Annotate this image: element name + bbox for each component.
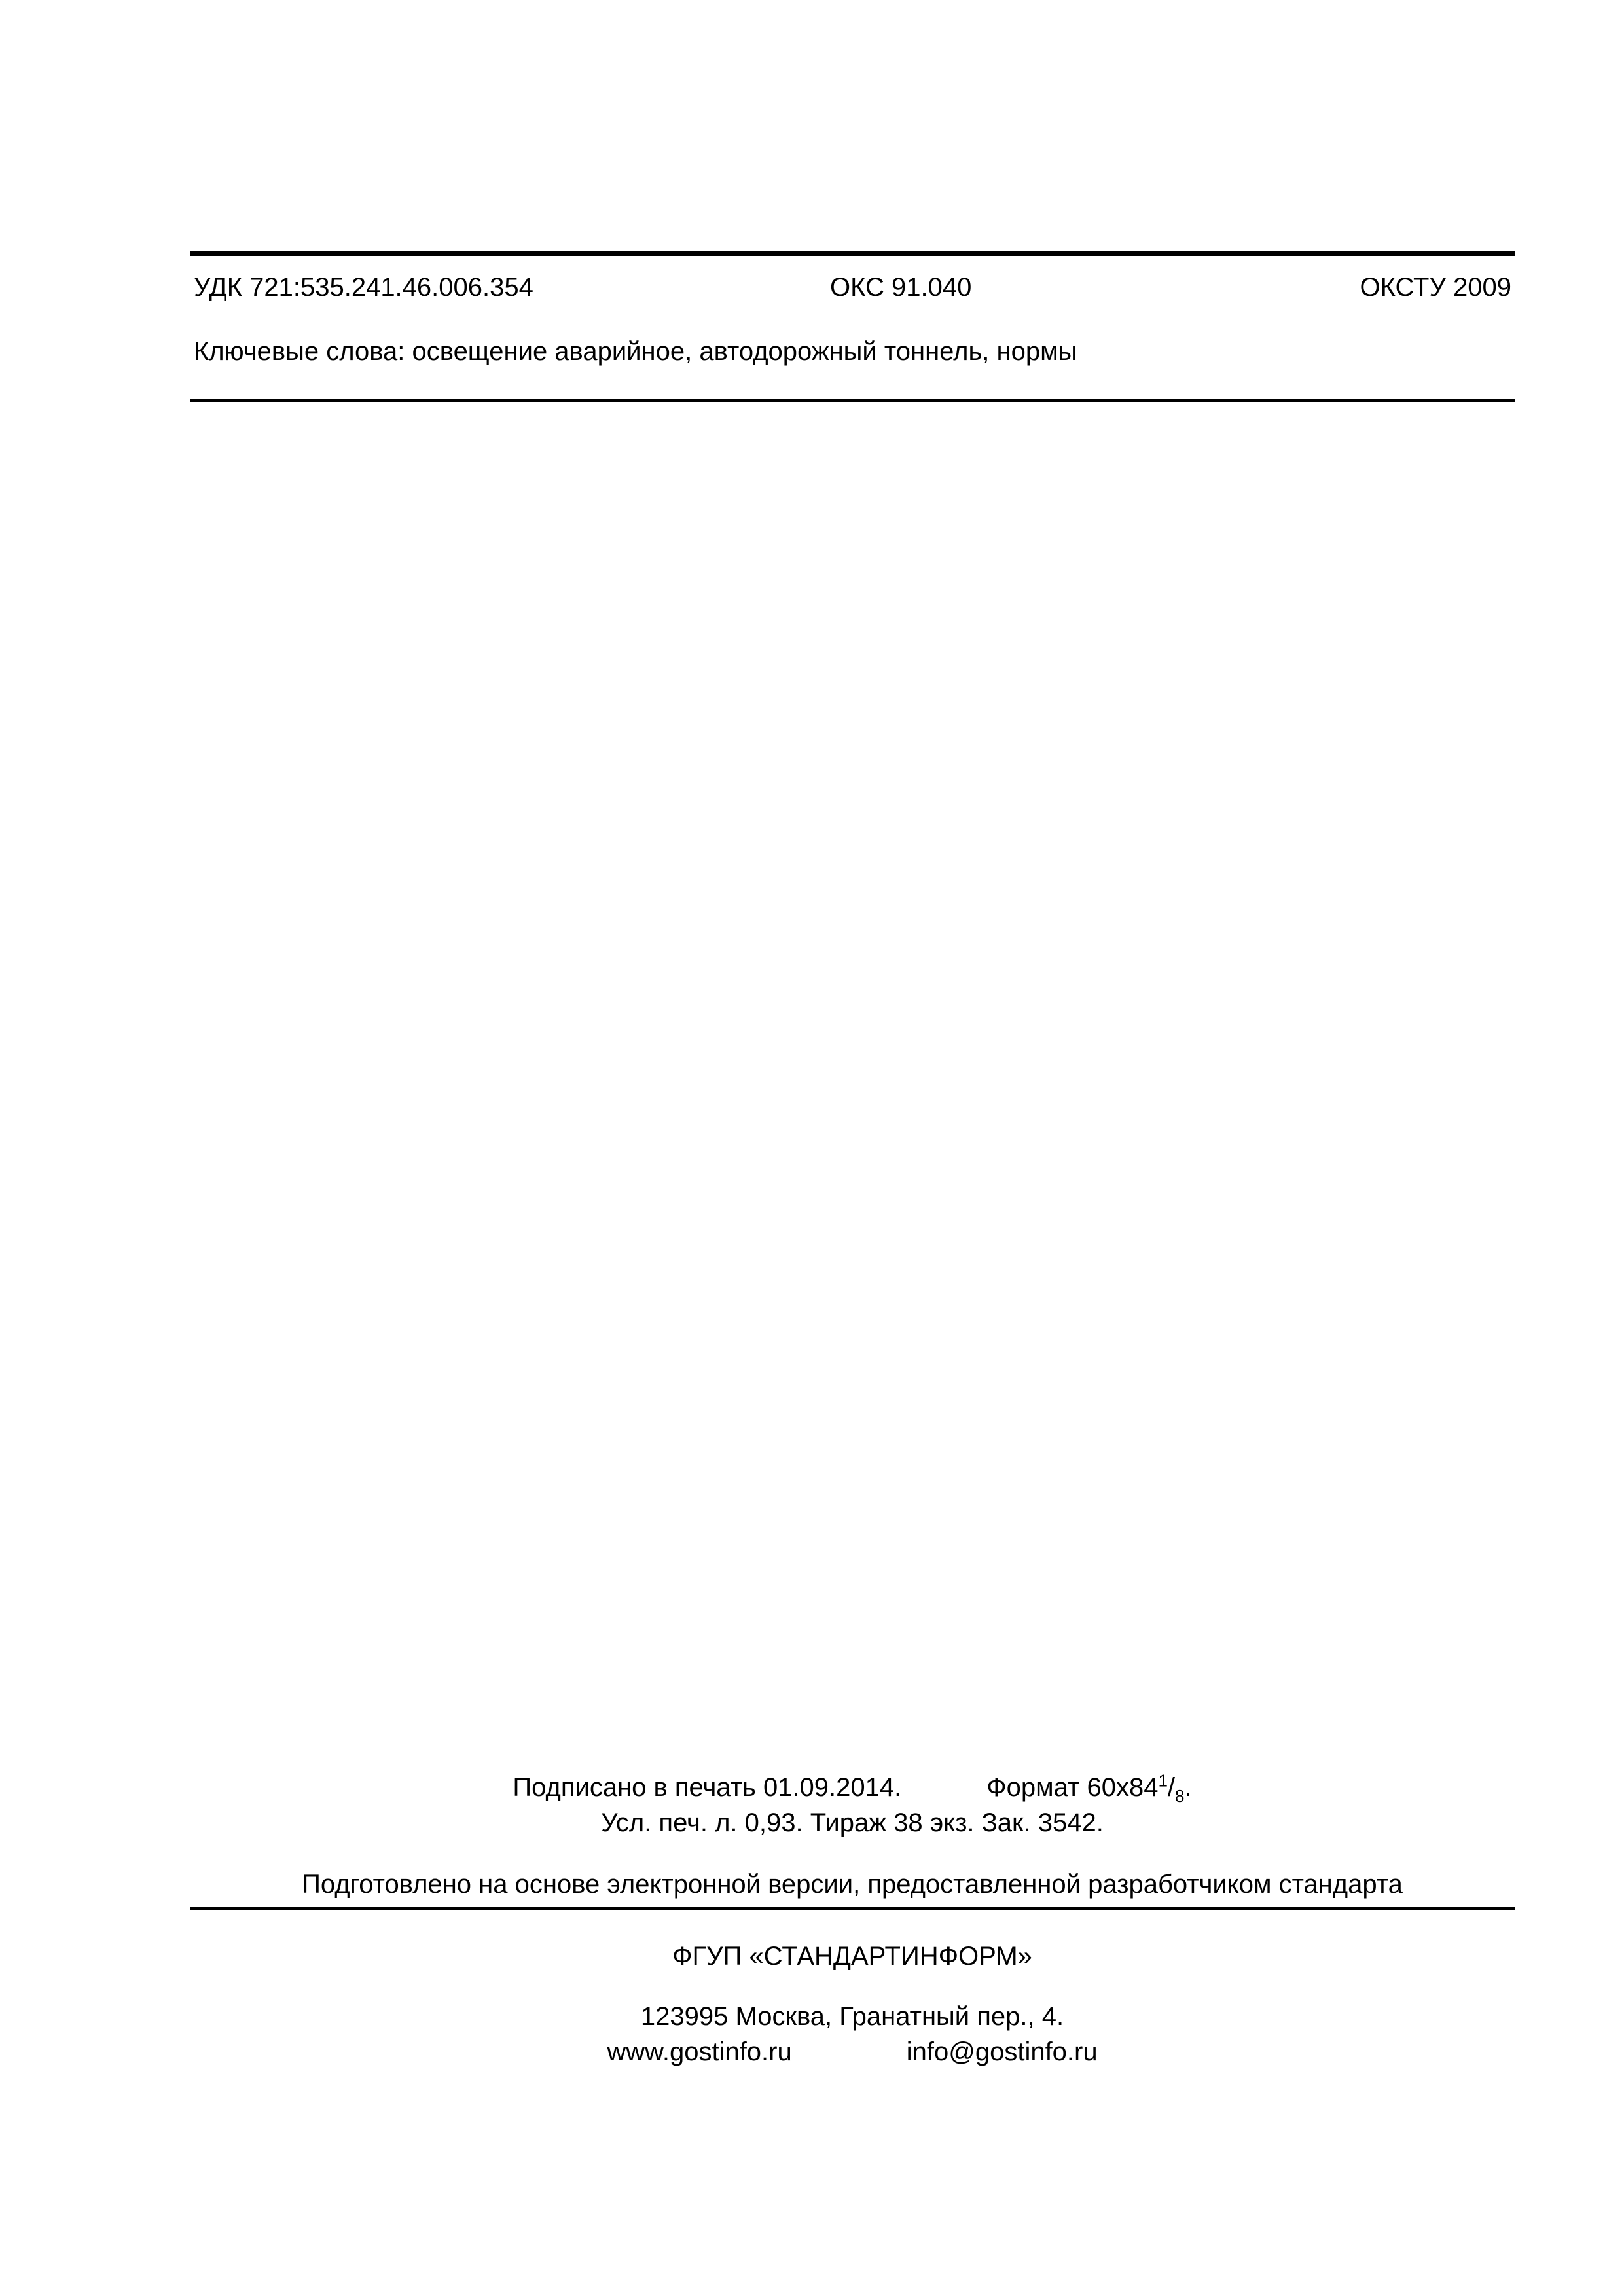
format-end: . [1184,1773,1192,1802]
format-numerator: 1 [1158,1770,1168,1791]
format-separator: / [1167,1773,1176,1802]
format-denominator: 8 [1175,1786,1185,1806]
publisher-name: ФГУП «СТАНДАРТИНФОРМ» [672,1942,1032,1971]
footer-rule [190,1907,1515,1910]
format-label: Формат 60x84 [986,1773,1159,1802]
udk-code: УДК 721:535.241.46.006.354 [194,273,533,302]
prepared-note: Подготовлено на основе электронной версии, предоставленной разработчиком стандарта [302,1870,1403,1899]
print-info: Усл. печ. л. 0,93. Тираж 38 экз. Зак. 3542. [601,1808,1104,1837]
email-link[interactable]: info@gostinfo.ru [906,2037,1098,2066]
top-rule [190,251,1515,256]
oks-code: ОКС 91.040 [830,273,972,302]
publisher-address: 123995 Москва, Гранатный пер., 4. [640,2002,1064,2031]
imprint-line-1 [190,1770,1515,1805]
signed-date: Подписано в печать 01.09.2014. [513,1773,902,1802]
website-link[interactable]: www.gostinfo.ru [607,2037,792,2066]
keywords: Ключевые слова: освещение аварийное, автодорожный тоннель, нормы [194,337,1077,366]
imprint-block [190,1770,1515,1840]
publisher-links [190,2034,1515,2070]
publisher-contacts [190,1999,1515,2070]
header-bottom-rule [190,399,1515,402]
okstu-code: ОКСТУ 2009 [1360,273,1511,302]
